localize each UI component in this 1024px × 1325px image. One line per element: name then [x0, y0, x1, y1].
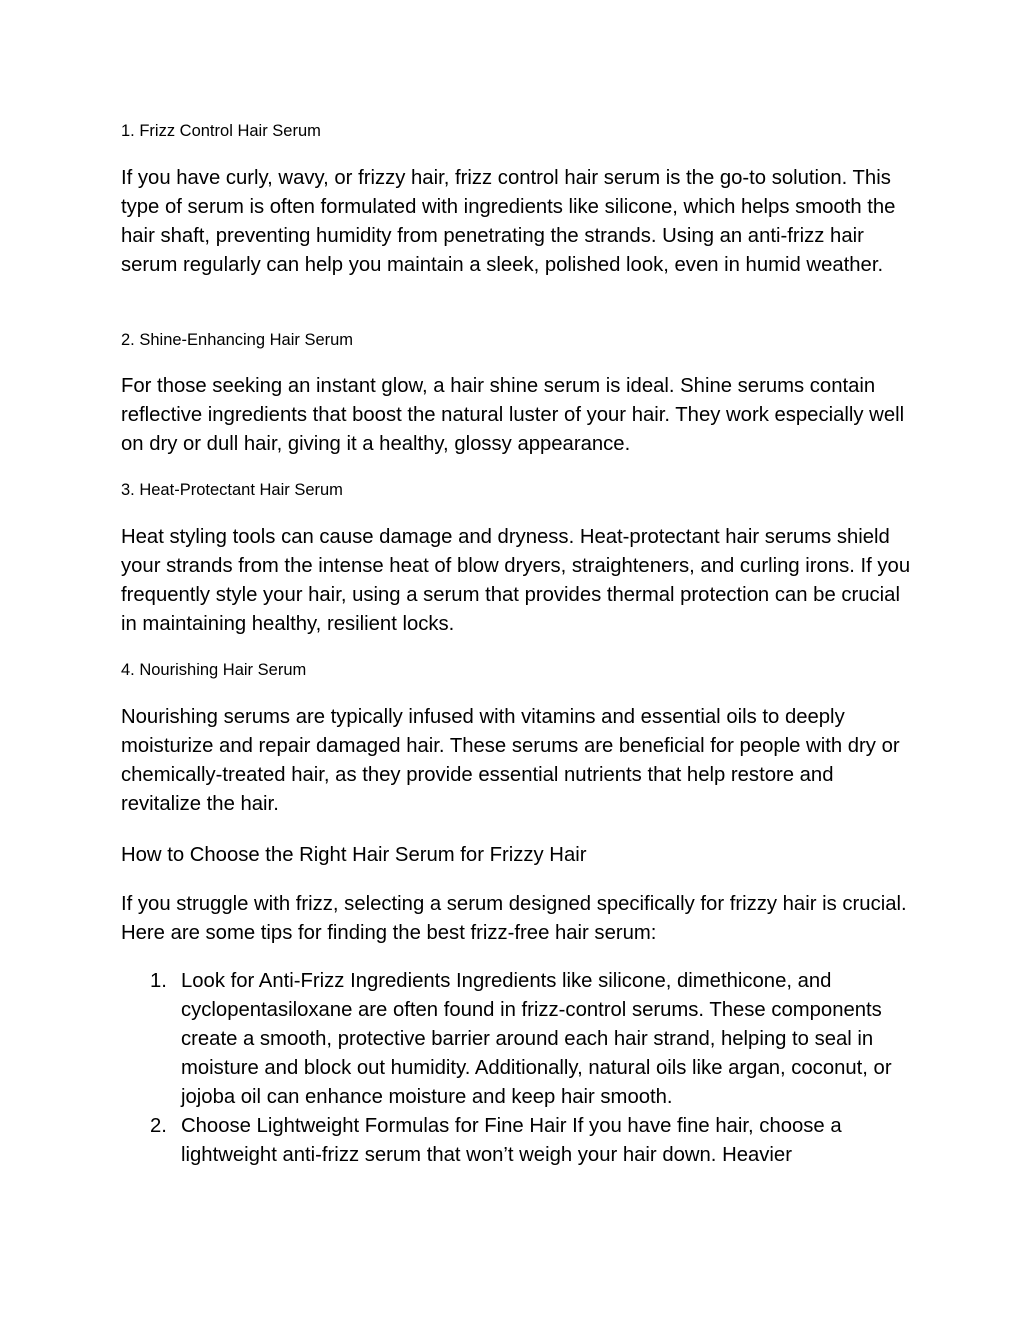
section-body-nourishing: Nourishing serums are typically infused with vitamins and essential oils to deeply moisturize and repair damaged hair. These serums are beneficial for people with dry or chemically-treated hair, as they provide essential nutrients that help restore and revitalize the hair. — [121, 706, 900, 815]
section-body-frizz-control: If you have curly, wavy, or frizzy hair, frizz control hair serum is the go-to solution. This type of serum is often formulated with ingredients like silicone, which helps smooth the hair shaft, preventing humidity from penetrating the strands. Using an anti-frizz hair serum regularly can help you maintain a sleek, polished look, even in humid weather. — [121, 167, 896, 276]
section-title-heat-protectant: 3. Heat-Protectant Hair Serum — [121, 481, 343, 499]
guide-heading: How to Choose the Right Hair Serum for Frizzy Hair — [121, 844, 587, 866]
list-item — [121, 1112, 911, 1170]
guide-intro: If you struggle with frizz, selecting a serum designed specifically for frizzy hair is crucial. Here are some tips for finding the best frizz-free hair serum: — [121, 893, 907, 944]
section-title-shine-enhancing: 2. Shine-Enhancing Hair Serum — [121, 331, 354, 349]
tips-list — [121, 967, 911, 1170]
list-item-number: 1. — [150, 970, 167, 992]
list-item-text: Choose Lightweight Formulas for Fine Hair If you have fine hair, choose a lightweight anti-frizz serum that won’t weigh your hair down. Heavier — [181, 1115, 842, 1166]
list-item-text: Look for Anti-Frizz Ingredients Ingredients like silicone, dimethicone, and cyclopentasiloxane are often found in frizz-control serums. These components create a smooth, protective barrier around each hair strand, helping to seal in moisture and block out humidity. Additionally, natural oils like argan, coconut, or jojoba oil can enhance moisture and keep hair smooth. — [181, 970, 892, 1108]
section-body-heat-protectant: Heat styling tools can cause damage and dryness. Heat-protectant hair serums shield your strands from the intense heat of blow dryers, straighteners, and curling irons. If you frequently style your hair, using a serum that provides thermal protection can be crucial in maintaining healthy, resilient locks. — [121, 526, 911, 635]
section-title-nourishing: 4. Nourishing Hair Serum — [121, 661, 307, 679]
section-body-shine-enhancing: For those seeking an instant glow, a hair shine serum is ideal. Shine serums contain reflective ingredients that boost the natural luster of your hair. They work especially well on dry or dull hair, giving it a healthy, glossy appearance. — [121, 375, 905, 455]
section-title-frizz-control: 1. Frizz Control Hair Serum — [121, 122, 321, 140]
list-item — [121, 967, 911, 1112]
list-item-number: 2. — [150, 1115, 167, 1137]
